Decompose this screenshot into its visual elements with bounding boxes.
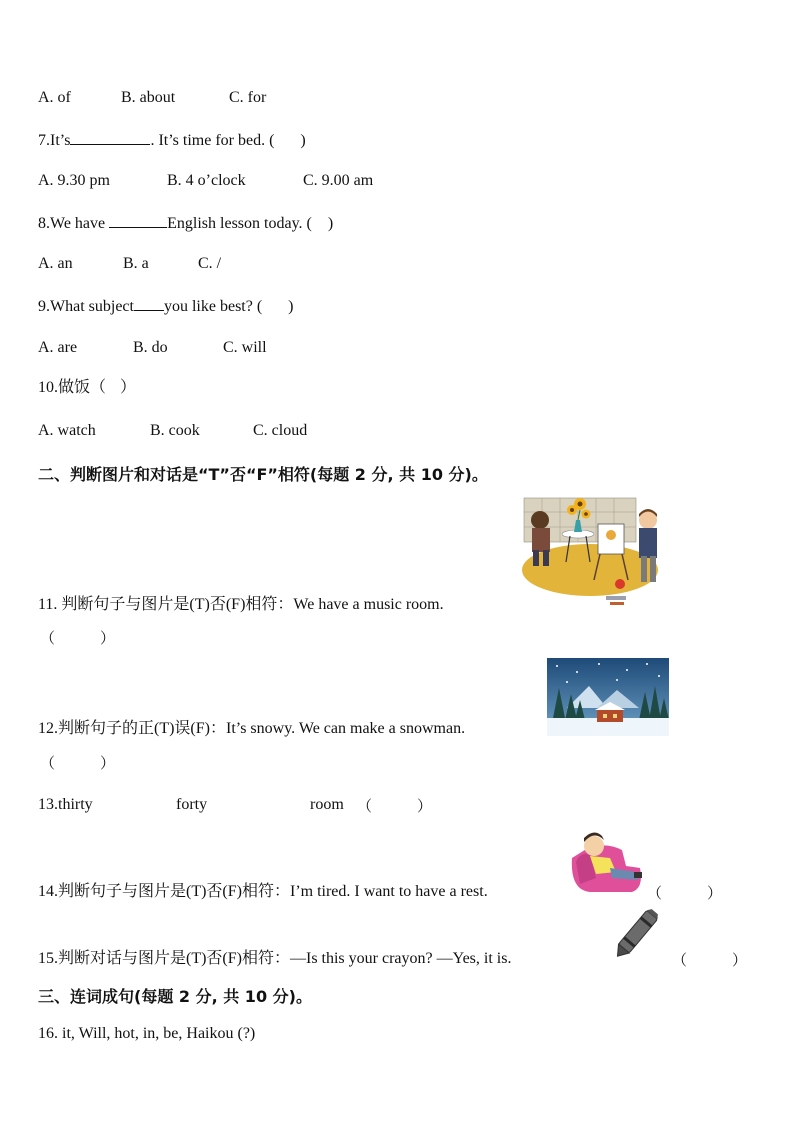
question-8: 8.We have English lesson today. ( ) bbox=[38, 215, 334, 232]
q6-option-c: C. for bbox=[229, 89, 267, 106]
q10-option-a: A. watch bbox=[38, 422, 96, 439]
snowy-village-picture bbox=[547, 658, 669, 736]
q6-option-a: A. of bbox=[38, 89, 71, 106]
q8-option-a: A. an bbox=[38, 255, 73, 272]
answer-parentheses: （ ） bbox=[40, 631, 116, 647]
answer-parentheses: （ ） bbox=[672, 953, 748, 969]
q7-option-c: C. 9.00 am bbox=[303, 172, 374, 189]
question-15: 15.判断对话与图片是(T)否(F)相符：—Is this your crayon? —Yes, it is. bbox=[38, 950, 512, 967]
q13-word-forty: forty bbox=[176, 796, 208, 813]
q13-word-thirty: 13.thirty bbox=[38, 796, 93, 813]
resting-boy-picture bbox=[566, 828, 646, 896]
section-2-heading: 二、判断图片和对话是“T”否“F”相符(每题 2 分, 共 10 分)。 bbox=[38, 465, 488, 484]
q6-option-b: B. about bbox=[121, 89, 176, 106]
q7-option-b: B. 4 o’clock bbox=[167, 172, 246, 189]
q10-option-c: C. cloud bbox=[253, 422, 308, 439]
question-9: 9.What subject you like best? ( ) bbox=[38, 298, 294, 315]
answer-blank bbox=[70, 130, 150, 145]
answer-blank bbox=[109, 213, 167, 228]
question-11: 11. 判断句子与图片是(T)否(F)相符：We have a music room. bbox=[38, 596, 444, 613]
q9-option-b: B. do bbox=[133, 339, 168, 356]
question-12: 12.判断句子的正(T)误(F)：It’s snowy. We can make a snowman. bbox=[38, 720, 466, 737]
q10-option-b: B. cook bbox=[150, 422, 200, 439]
answer-parentheses: （ ） bbox=[357, 799, 433, 815]
question-7: 7.It’s . It’s time for bed. ( ) bbox=[38, 132, 306, 149]
crayon-picture bbox=[610, 906, 664, 966]
q13-word-room: room bbox=[310, 796, 344, 813]
q9-option-c: C. will bbox=[223, 339, 267, 356]
q8-option-b: B. a bbox=[123, 255, 149, 272]
q9-option-a: A. are bbox=[38, 339, 78, 356]
answer-blank bbox=[134, 296, 164, 311]
question-16: 16. it, Will, hot, in, be, Haikou (?) bbox=[38, 1025, 256, 1042]
answer-parentheses: （ ） bbox=[647, 886, 723, 902]
question-10: 10.做饭（ ） bbox=[38, 379, 137, 396]
section-3-heading: 三、连词成句(每题 2 分, 共 10 分)。 bbox=[38, 987, 312, 1006]
q8-option-c: C. / bbox=[198, 255, 222, 272]
art-class-picture bbox=[520, 490, 670, 612]
question-14: 14.判断句子与图片是(T)否(F)相符：I’m tired. I want to have a rest. bbox=[38, 883, 488, 900]
q7-option-a: A. 9.30 pm bbox=[38, 172, 110, 189]
answer-parentheses: （ ） bbox=[40, 756, 116, 772]
